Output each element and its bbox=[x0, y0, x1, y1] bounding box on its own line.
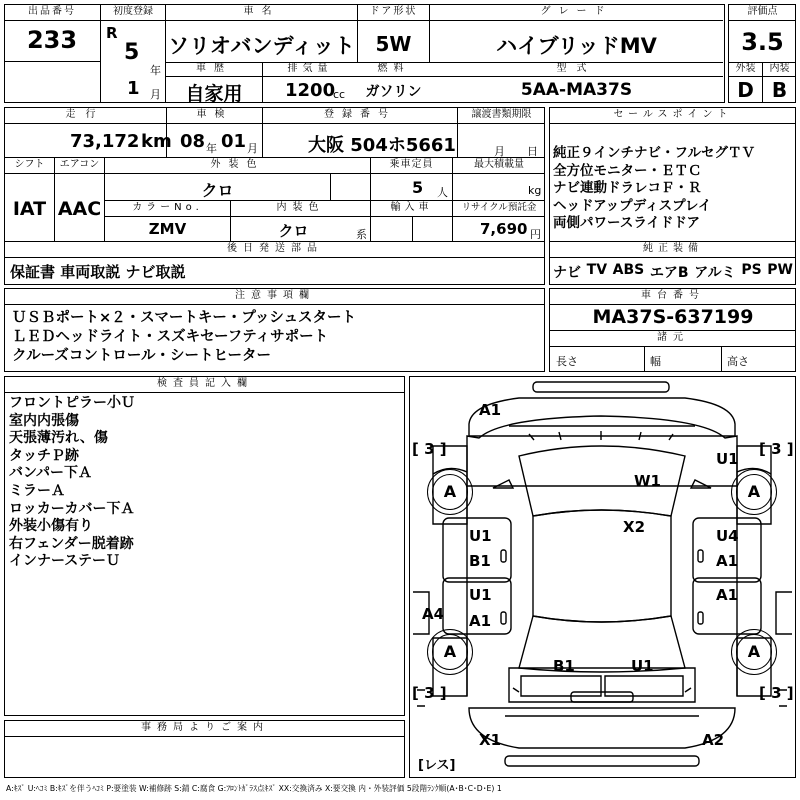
color-no-label: カラーNo. bbox=[132, 202, 203, 213]
recycle-label: リサイクル預託金 bbox=[461, 202, 537, 213]
exterior-grade-label: 外装 bbox=[735, 63, 756, 74]
inspector-line: フロントピラー小Ｕ bbox=[9, 395, 135, 411]
legend-text: A:ｷｽﾞ U:ﾍｺﾐ B:ｷｽﾞを伴うﾍｺﾐ P:要塗装 W:補修跡 S:錆 C:腐食 G:ﾌﾛﾝﾄｶﾞﾗｽ点ｷｽﾞ XX:交換済み X:要交換 内・外装評価 5段階ﾗﾝｸ順(A･B･C･D･E) 1 bbox=[6, 784, 502, 793]
mark-rear-gate-left: B1 bbox=[553, 657, 575, 675]
sales-point: 両側パワースライドドア bbox=[553, 215, 701, 231]
aircon: AAC bbox=[57, 198, 102, 220]
tire-count-rear-right: [ 3 ] bbox=[759, 684, 794, 702]
inspection-month: 01 bbox=[221, 131, 247, 152]
interior-color: クロ bbox=[278, 222, 309, 240]
inspection-month-unit: 月 bbox=[247, 142, 258, 155]
fender-arches bbox=[433, 468, 771, 474]
mark-front-right-door-2: A1 bbox=[716, 552, 739, 570]
inspector-notes bbox=[9, 395, 135, 571]
interior-color-unit: 系 bbox=[356, 228, 367, 241]
car-name-label: 車名 bbox=[243, 6, 280, 17]
inspection-year: 08 bbox=[180, 131, 206, 152]
mark-roof: X2 bbox=[623, 518, 646, 536]
chassis-label: 車台番号 bbox=[641, 290, 705, 301]
inspector-line: タッチＰ跡 bbox=[9, 447, 79, 464]
history-label: 車歴 bbox=[196, 63, 232, 74]
tire-mark: A bbox=[736, 474, 772, 510]
capacity-unit: 人 bbox=[437, 186, 448, 199]
shift-label: シフト bbox=[14, 159, 45, 170]
mark-rear-right-door: A1 bbox=[716, 586, 739, 604]
equipment-list bbox=[553, 262, 793, 282]
capacity: 5 bbox=[412, 178, 424, 197]
mark-rear-left-door-2: A1 bbox=[469, 612, 492, 630]
exterior-color-label: 外装色 bbox=[210, 159, 265, 170]
lot-number: 233 bbox=[26, 26, 78, 54]
equipment-item: アルミ bbox=[694, 265, 736, 281]
inspector-line: 右フェンダー脱着跡 bbox=[9, 535, 134, 552]
mark-rear-bumper-right: A2 bbox=[702, 731, 725, 749]
capacity-label: 乗車定員 bbox=[389, 159, 434, 170]
door-handle bbox=[698, 550, 703, 562]
max-load-label: 最大積載量 bbox=[474, 159, 524, 170]
mark-rear-bumper-left: X1 bbox=[479, 731, 502, 749]
sales-point: ナビ連動ドラレコＦ・Ｒ bbox=[553, 180, 702, 196]
roof bbox=[533, 510, 671, 622]
parts-label: 後日発送部品 bbox=[227, 243, 323, 254]
exterior-grade: D bbox=[737, 78, 754, 102]
door-handle bbox=[698, 612, 703, 624]
front-bumper bbox=[469, 398, 735, 436]
front-right-tire bbox=[731, 469, 777, 515]
score: 3.5 bbox=[741, 28, 784, 56]
year-unit: 年 bbox=[150, 64, 161, 77]
body-sides bbox=[467, 486, 737, 696]
inspector-label: 検査員記入欄 bbox=[157, 378, 253, 389]
sales-point: 純正９インチナビ・フルセグＴＶ bbox=[553, 145, 755, 161]
fuel: ガソリン bbox=[365, 84, 422, 100]
mark-left-rocker: A4 bbox=[422, 605, 445, 623]
note-line: ＵＳＢポート×２・スマートキー・プッシュスタート bbox=[12, 310, 357, 326]
displacement-label: 排気量 bbox=[287, 63, 333, 74]
spare-tire-note: [レス] bbox=[418, 758, 456, 773]
mileage: 73,172 bbox=[70, 131, 140, 152]
plate-number: 大阪 504ホ5661 bbox=[308, 135, 456, 156]
max-load-unit: kg bbox=[528, 184, 542, 197]
length-label: 長さ bbox=[556, 355, 578, 368]
door-type-label: ドア形状 bbox=[369, 6, 418, 17]
tire-mark: A bbox=[432, 474, 468, 510]
note-line: ＬＥＤヘッドライト・スズキセーフティサポート bbox=[12, 329, 329, 345]
history: 自家用 bbox=[185, 83, 243, 105]
rear-lamps bbox=[521, 676, 683, 696]
left-mirror bbox=[493, 480, 513, 488]
office-label: 事務局よりご案内 bbox=[141, 722, 269, 733]
mark-front-right-door-1: U4 bbox=[716, 527, 739, 545]
color-no: ZMV bbox=[148, 220, 187, 238]
interior-color-label: 内装色 bbox=[276, 202, 325, 213]
rear-gate bbox=[509, 668, 695, 702]
sales-point: 全方位モニター・ＥＴＣ bbox=[553, 162, 702, 179]
transfer-day-unit: 日 bbox=[527, 145, 538, 158]
displacement-unit: cc bbox=[333, 88, 346, 101]
tire-count-rear-left: [ 3 ] bbox=[412, 684, 447, 702]
sales-points-list bbox=[553, 145, 755, 233]
lot-number-label: 出品番号 bbox=[28, 6, 76, 17]
sales-points-label: セールスポイント bbox=[613, 109, 733, 120]
rear-bumper-bottom bbox=[505, 756, 699, 766]
rear-left-tire bbox=[427, 629, 473, 675]
equipment-item: PS bbox=[741, 262, 762, 278]
transfer-docs-label: 譲渡書類期限 bbox=[471, 109, 532, 120]
equipment-item: PW bbox=[767, 262, 793, 278]
mark-front-bumper: A1 bbox=[479, 401, 502, 419]
month-unit: 月 bbox=[150, 88, 161, 101]
door-type: 5W bbox=[375, 32, 412, 56]
right-mirror bbox=[691, 480, 711, 488]
sales-point: ヘッドアップディスプレイ bbox=[553, 197, 712, 214]
shift: IAT bbox=[12, 198, 47, 220]
height-label: 高さ bbox=[727, 355, 749, 368]
model-label: 型式 bbox=[556, 63, 597, 74]
fuel-label: 燃料 bbox=[377, 63, 410, 74]
grade: ハイブリッドMV bbox=[496, 34, 657, 58]
inspector-line: 天張薄汚れ、傷 bbox=[9, 430, 108, 447]
chassis-number: MA37S-637199 bbox=[592, 306, 754, 328]
rear-garnish bbox=[571, 692, 633, 702]
inspector-line: ミラーＡ bbox=[9, 482, 65, 499]
interior-grade: B bbox=[771, 78, 788, 102]
import-label: 輸入車 bbox=[390, 202, 433, 213]
inspector-line: バンパー下Ａ bbox=[9, 465, 93, 482]
mark-windshield: W1 bbox=[634, 472, 661, 490]
inspector-line: インナーステーＵ bbox=[9, 553, 121, 570]
notes-list bbox=[12, 309, 356, 366]
model-code: 5AA-MA37S bbox=[520, 80, 633, 100]
mileage-label: 走行 bbox=[65, 109, 106, 120]
displacement: 1200 bbox=[285, 80, 336, 101]
note-line: クルーズコントロール・シートヒーター bbox=[12, 348, 271, 364]
tire-count-front-right: [ 3 ] bbox=[759, 440, 794, 458]
parts-value: 保証書 車両取説 ナビ取説 bbox=[10, 263, 186, 281]
inspector-line: 外装小傷有り bbox=[9, 518, 93, 535]
door-handle bbox=[501, 550, 506, 562]
first-registration-label: 初度登録 bbox=[113, 6, 153, 17]
width-label: 幅 bbox=[650, 355, 661, 368]
inspection-label: 車検 bbox=[196, 109, 233, 120]
inspector-line: ロッカーカバー下Ａ bbox=[9, 500, 135, 517]
recycle-unit: 円 bbox=[530, 228, 541, 241]
interior-grade-label: 内装 bbox=[769, 63, 790, 74]
tire-mark: A bbox=[432, 634, 468, 670]
equipment-item: ナビ bbox=[553, 265, 581, 281]
car-body-diagram bbox=[409, 376, 796, 778]
mileage-unit: km bbox=[141, 131, 172, 152]
mark-front-left-door-1: U1 bbox=[469, 527, 492, 545]
equipment-item: TV bbox=[586, 262, 608, 278]
score-label: 評価点 bbox=[747, 6, 778, 17]
specs-label: 諸元 bbox=[657, 332, 689, 343]
recycle-deposit: 7,690 bbox=[480, 220, 528, 238]
inspector-line: 室内内張傷 bbox=[9, 412, 79, 429]
tire-count-front-left: [ 3 ] bbox=[412, 440, 447, 458]
equipment-item: ABS bbox=[612, 262, 645, 278]
inspection-year-unit: 年 bbox=[206, 142, 217, 155]
transfer-month-unit: 月 bbox=[494, 145, 505, 158]
first-registration-year: 5 bbox=[124, 40, 140, 65]
aircon-label: エアコン bbox=[59, 159, 100, 170]
door-handle bbox=[501, 612, 506, 624]
mark-rear-gate-right: U1 bbox=[631, 657, 654, 675]
rear-right-tire bbox=[731, 629, 777, 675]
exterior-color: クロ bbox=[201, 181, 234, 200]
equipment-item: エアB bbox=[649, 265, 689, 281]
plate-label: 登録番号 bbox=[324, 109, 396, 120]
first-registration-era: R bbox=[106, 24, 118, 42]
mark-front-right-fender: U1 bbox=[716, 450, 739, 468]
front-bumper-top bbox=[533, 382, 669, 392]
car-name: ソリオバンディット bbox=[168, 34, 355, 58]
right-rocker bbox=[776, 592, 792, 634]
tire-mark: A bbox=[736, 634, 772, 670]
grade-label: グレード bbox=[540, 6, 613, 17]
equipment-label: 純正装備 bbox=[643, 243, 703, 254]
rear-window bbox=[519, 616, 685, 672]
front-left-tire bbox=[427, 469, 473, 515]
rear-bumper bbox=[469, 708, 735, 748]
mark-rear-left-door-1: U1 bbox=[469, 586, 492, 604]
mark-front-left-door-2: B1 bbox=[469, 552, 491, 570]
notes-label: 注意事項欄 bbox=[235, 290, 315, 301]
first-registration-month: 1 bbox=[127, 78, 140, 99]
